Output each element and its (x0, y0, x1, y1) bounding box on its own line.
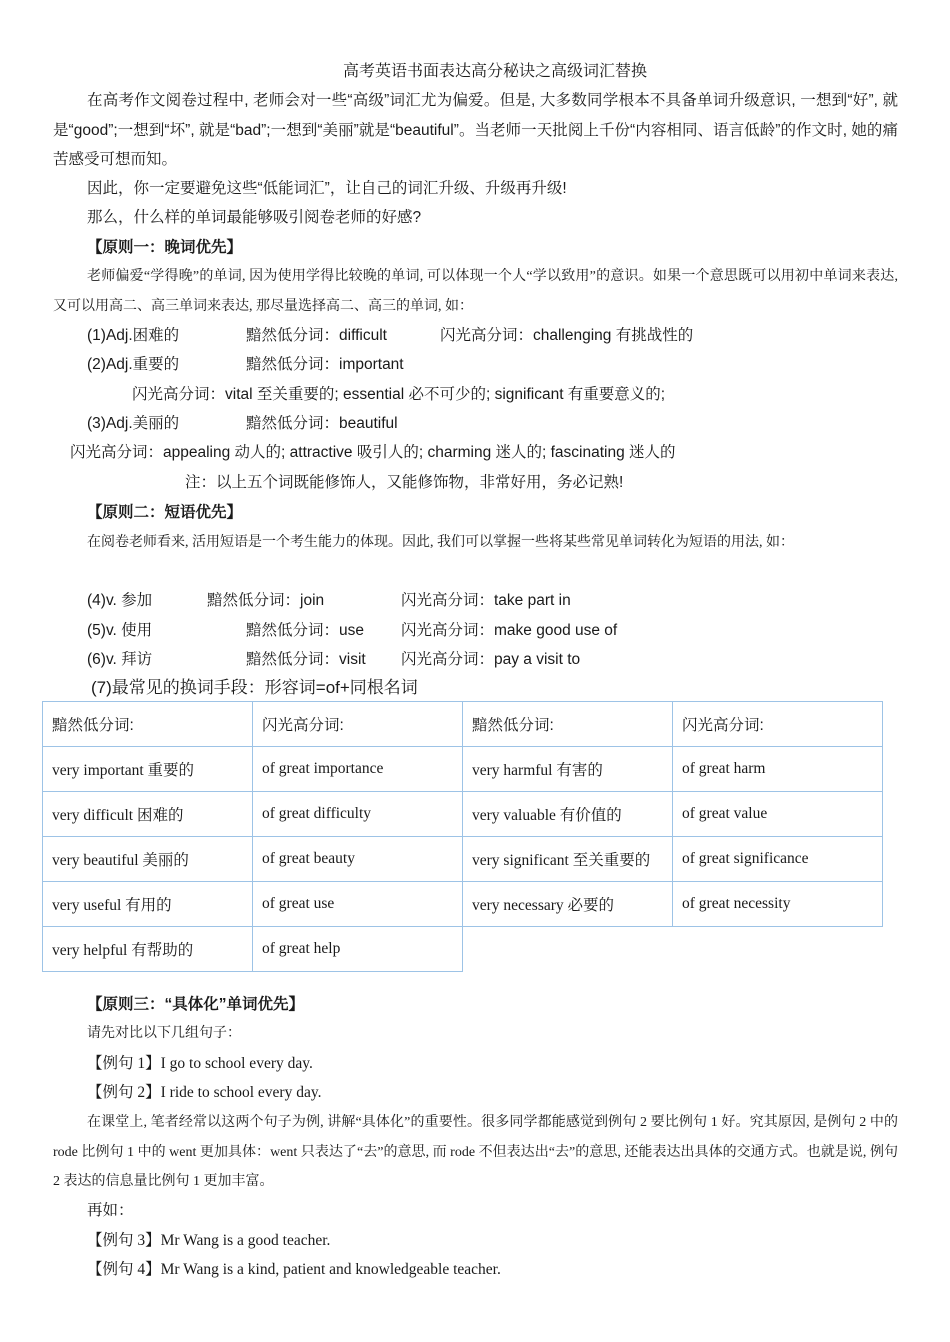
rule1-item1-low: 黯然低分词：difficult (246, 327, 387, 344)
document-title: 高考英语书面表达高分秘诀之高级词汇替换 (342, 63, 647, 80)
table-cell: of great difficulty (253, 792, 463, 837)
table-cell: of great use (253, 882, 463, 927)
table-row (43, 792, 883, 837)
table-cell: very valuable 有价值的 (463, 792, 673, 837)
table-header-cell: 黯然低分词: (463, 702, 673, 747)
table-cell: of great help (253, 927, 463, 972)
table-cell: very significant 至关重要的 (463, 837, 673, 882)
rule1-heading: 【原则一：晚词优先】 (87, 239, 243, 256)
rule2-item5-high: 闪光高分词：make good use of (401, 622, 618, 639)
rule2-item5-label: (5)v. 使用 (87, 622, 153, 639)
rule2-item6-high: 闪光高分词：pay a visit to (401, 651, 581, 668)
rule1-note: 注：以上五个词既能修饰人，又能修饰物，非常好用，务必记熟! (185, 474, 624, 491)
rule3-example-4: 【例句 4】Mr Wang is a kind, patient and knowledgeable teacher. (87, 1261, 501, 1278)
rule3-description: 在课堂上, 笔者经常以这两个句子为例, 讲解“具体化”的重要性。很多同学都能感觉到例句 2 要比例句 1 好。究其原因, 是例句 2 中的 rode 比例句 1 中的 went 更加具体：went 只表达了“去”的意思, 而 rode 不但表达出“去”的意思, 还能表达出具体的交通方式。也就是说, 例句 2 表达的信息量比例句 1 更加丰富。 (53, 1115, 898, 1189)
rule2-item4-label: (4)v. 参加 (87, 592, 153, 609)
table-cell: very difficult 困难的 (43, 792, 253, 837)
rule3-again: 再如： (87, 1202, 134, 1219)
table-header-cell: 黯然低分词: (43, 702, 253, 747)
table-cell: of great value (673, 792, 883, 837)
table-cell: very helpful 有帮助的 (43, 927, 253, 972)
table-cell: of great harm (673, 747, 883, 792)
rule1-item3-low: 黯然低分词：beautiful (246, 415, 398, 432)
rule1-item2-label: (2)Adj.重要的 (87, 356, 180, 373)
table-row (43, 927, 883, 972)
rule1-item3-high: 闪光高分词：appealing 动人的; attractive 吸引人的; charming 迷人的; fascinating 迷人的 (70, 444, 676, 461)
table-cell: very harmful 有害的 (463, 747, 673, 792)
table-cell: very beautiful 美丽的 (43, 837, 253, 882)
table-cell: of great importance (253, 747, 463, 792)
table-cell-empty (673, 927, 883, 972)
rule3-example-2: 【例句 2】I ride to school every day. (87, 1084, 322, 1101)
table-cell: of great significance (673, 837, 883, 882)
rule2-description: 在阅卷老师看来, 活用短语是一个考生能力的体现。因此, 我们可以掌握一些将某些常见单词转化为短语的用法, 如： (87, 535, 794, 550)
rule1-item2-low: 黯然低分词：important (246, 356, 404, 373)
table-row (43, 747, 883, 792)
table-row (43, 837, 883, 882)
rule2-item4-low: 黯然低分词：join (207, 592, 325, 609)
table-cell: very useful 有用的 (43, 882, 253, 927)
vocab-table (42, 701, 883, 972)
table-row (43, 882, 883, 927)
rule1-item1-label: (1)Adj.困难的 (87, 327, 180, 344)
table-header-cell: 闪光高分词: (673, 702, 883, 747)
rule2-item5-low: 黯然低分词：use (246, 622, 364, 639)
rule2-item7: (7)最常见的换词手段：形容词=of+同根名词 (91, 678, 418, 697)
table-header-cell: 闪光高分词: (253, 702, 463, 747)
rule3-example-1: 【例句 1】I go to school every day. (87, 1055, 313, 1072)
rule3-heading: 【原则三：“具体化”单词优先】 (87, 996, 305, 1013)
rule2-item6-label: (6)v. 拜访 (87, 651, 153, 668)
intro-paragraph-2: 因此，你一定要避免这些“低能词汇”，让自己的词汇升级、升级再升级! (87, 180, 567, 197)
table-cell: very important 重要的 (43, 747, 253, 792)
rule1-item1-high: 闪光高分词：challenging 有挑战性的 (440, 327, 694, 344)
table-cell: of great necessity (673, 882, 883, 927)
rule2-heading: 【原则二：短语优先】 (87, 504, 243, 521)
intro-paragraph-3: 那么，什么样的单词最能够吸引阅卷老师的好感? (87, 209, 422, 226)
rule1-item2-high: 闪光高分词：vital 至关重要的; essential 必不可少的; significant 有重要意义的; (132, 386, 666, 403)
table-cell-empty (463, 927, 673, 972)
table-cell: very necessary 必要的 (463, 882, 673, 927)
table-cell: of great beauty (253, 837, 463, 882)
rule2-item6-low: 黯然低分词：visit (246, 651, 366, 668)
rule1-item3-label: (3)Adj.美丽的 (87, 415, 180, 432)
rule3-example-3: 【例句 3】Mr Wang is a good teacher. (87, 1232, 331, 1249)
intro-paragraph-1: 在高考作文阅卷过程中, 老师会对一些“高级”词汇尤为偏爱。但是, 大多数同学根本不具备单词升级意识, 一想到“好”, 就是“good”;一想到“坏”, 就是“bad”;一想到“美丽”就是“beautiful”。当老师一天批阅上千份“内容相同、语言低龄”的作文时, 她的痛苦感受可想而知。 (53, 92, 898, 168)
rule3-intro: 请先对比以下几组句子： (87, 1026, 241, 1041)
rule1-description: 老师偏爱“学得晚”的单词, 因为使用学得比较晚的单词, 可以体现一个人“学以致用”的意识。如果一个意思既可以用初中单词来表达, 又可以用高二、高三单词来表达, 那尽量选择高二、高三的单词, 如： (53, 269, 898, 314)
rule2-item4-high: 闪光高分词：take part in (401, 592, 571, 609)
table-header-row (43, 702, 883, 747)
